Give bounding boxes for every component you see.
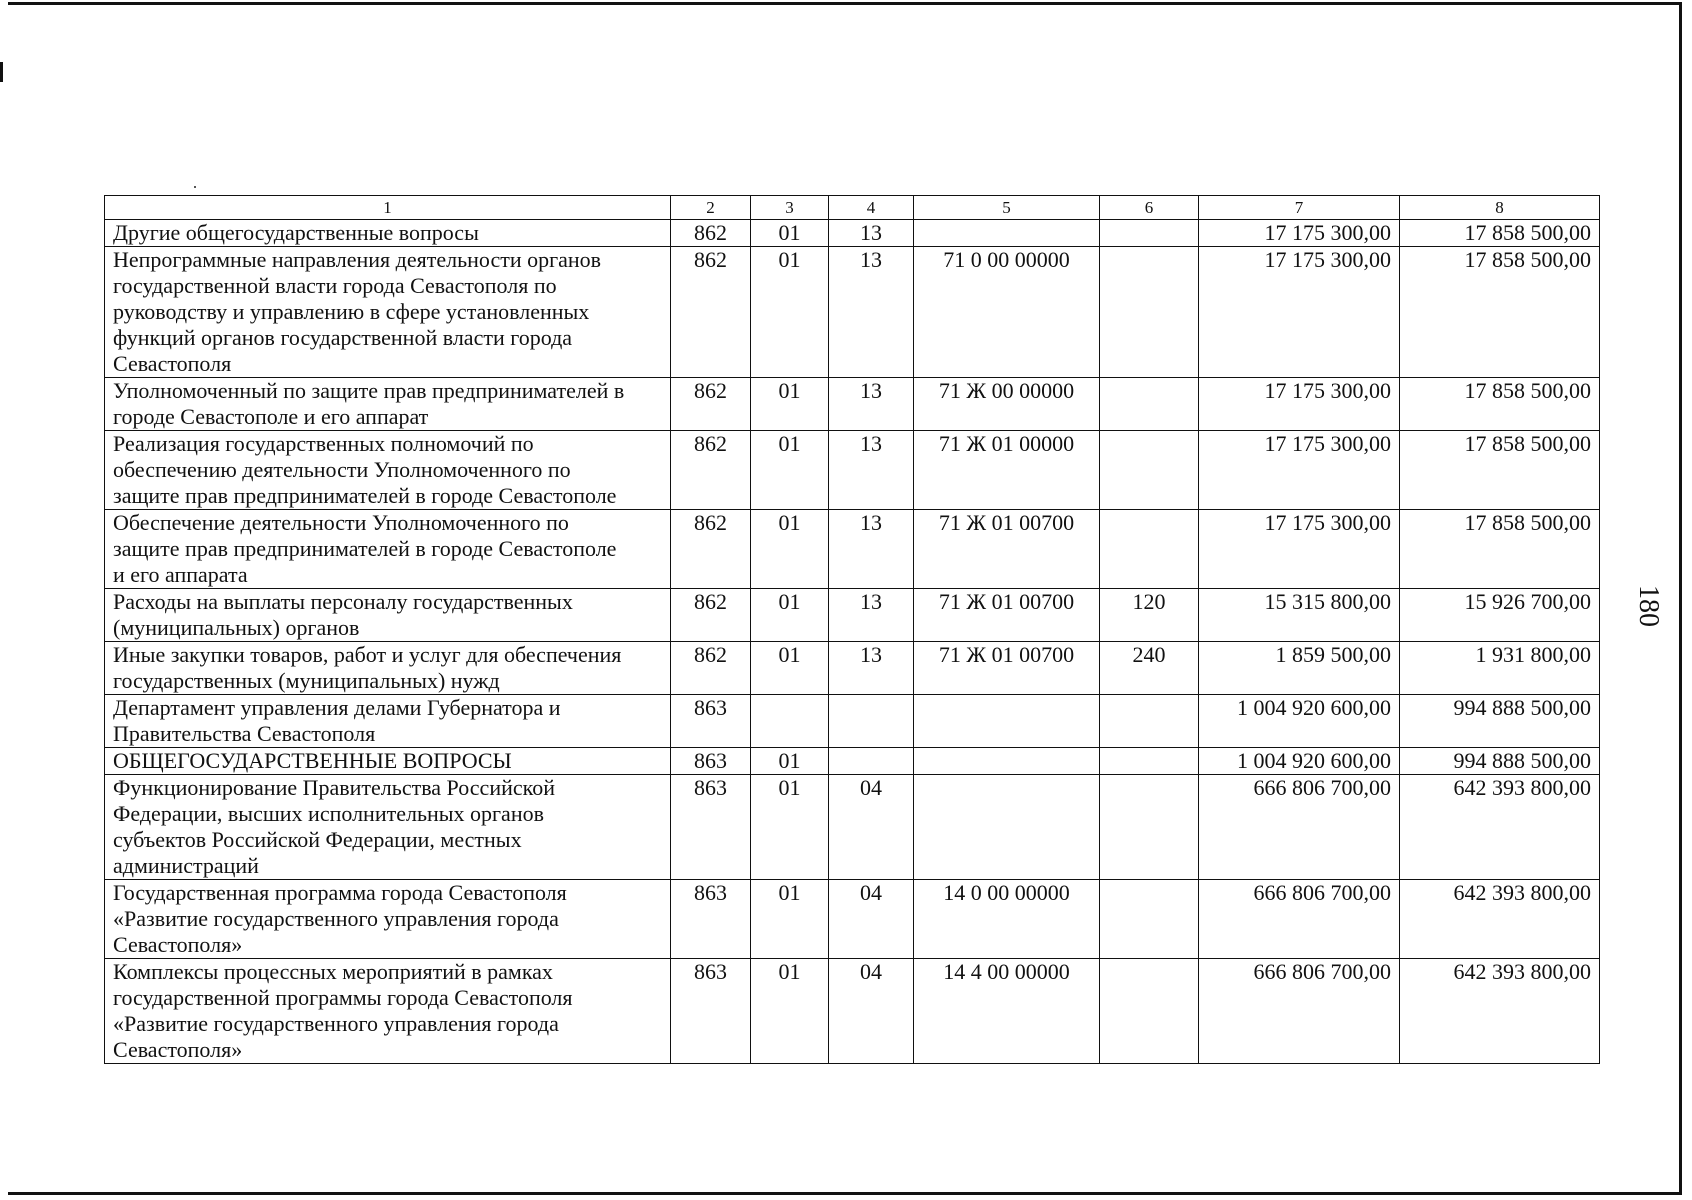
row-amount-col8: 1 931 800,00 [1400,642,1600,695]
row-expense-type [1100,959,1199,1064]
table-row [105,431,1600,510]
row-name: Иные закупки товаров, работ и услуг для обеспечения государственных (муниципальных) нужд [105,642,671,695]
row-section: 01 [751,589,829,642]
header-col-5: 5 [914,196,1100,220]
row-expense-type: 120 [1100,589,1199,642]
row-target-item: 71 Ж 01 00000 [914,431,1100,510]
table-row [105,247,1600,378]
row-name: Реализация государственных полномочий по обеспечению деятельности Уполномоченного по защите прав предпринимателей в городе Севастополе [105,431,671,510]
row-name: Функционирование Правительства Российской Федерации, высших исполнительных органов субъектов Российской Федерации, местных администраций [105,775,671,880]
row-target-item: 71 Ж 00 00000 [914,378,1100,431]
header-col-3: 3 [751,196,829,220]
row-admin-code: 863 [671,748,751,775]
header-col-2: 2 [671,196,751,220]
budget-table [104,195,1600,1064]
row-amount-col7: 1 859 500,00 [1199,642,1400,695]
row-subsection: 13 [829,378,914,431]
row-admin-code: 863 [671,880,751,959]
row-amount-col7: 17 175 300,00 [1199,247,1400,378]
row-expense-type: 240 [1100,642,1199,695]
row-expense-type [1100,378,1199,431]
row-subsection: 04 [829,775,914,880]
row-target-item: 71 Ж 01 00700 [914,589,1100,642]
row-target-item [914,695,1100,748]
row-expense-type [1100,748,1199,775]
row-amount-col8: 17 858 500,00 [1400,510,1600,589]
row-amount-col7: 666 806 700,00 [1199,880,1400,959]
table-row [105,510,1600,589]
table-header-row [105,196,1600,220]
row-amount-col7: 17 175 300,00 [1199,510,1400,589]
row-name: Непрограммные направления деятельности органов государственной власти города Севастополя по руководству и управлению в сфере установленных функций органов государственной власти города Севастополя [105,247,671,378]
row-subsection: 13 [829,220,914,247]
row-amount-col8: 642 393 800,00 [1400,880,1600,959]
row-amount-col7: 1 004 920 600,00 [1199,748,1400,775]
table-row [105,642,1600,695]
row-name: ОБЩЕГОСУДАРСТВЕННЫЕ ВОПРОСЫ [105,748,671,775]
row-admin-code: 862 [671,510,751,589]
row-section: 01 [751,510,829,589]
row-section [751,695,829,748]
row-target-item [914,748,1100,775]
row-target-item [914,775,1100,880]
table-row [105,220,1600,247]
header-col-1: 1 [105,196,671,220]
row-expense-type [1100,695,1199,748]
header-col-7: 7 [1199,196,1400,220]
row-target-item: 14 0 00 00000 [914,880,1100,959]
table-row [105,695,1600,748]
row-admin-code: 862 [671,378,751,431]
table-row [105,748,1600,775]
row-subsection: 04 [829,880,914,959]
table-row [105,378,1600,431]
row-expense-type [1100,775,1199,880]
row-admin-code: 862 [671,431,751,510]
row-admin-code: 862 [671,642,751,695]
table-row [105,775,1600,880]
row-expense-type [1100,431,1199,510]
scan-edge-mark [0,62,3,82]
row-admin-code: 863 [671,959,751,1064]
row-amount-col7: 666 806 700,00 [1199,775,1400,880]
row-amount-col7: 17 175 300,00 [1199,378,1400,431]
row-target-item: 71 Ж 01 00700 [914,642,1100,695]
row-amount-col7: 666 806 700,00 [1199,959,1400,1064]
row-amount-col8: 17 858 500,00 [1400,378,1600,431]
header-col-8: 8 [1400,196,1600,220]
row-target-item: 71 Ж 01 00700 [914,510,1100,589]
row-admin-code: 863 [671,775,751,880]
row-subsection: 04 [829,959,914,1064]
header-col-4: 4 [829,196,914,220]
scan-speck [194,186,196,188]
row-subsection [829,695,914,748]
row-section: 01 [751,748,829,775]
row-amount-col8: 994 888 500,00 [1400,695,1600,748]
row-admin-code: 862 [671,589,751,642]
row-amount-col8: 642 393 800,00 [1400,775,1600,880]
row-expense-type [1100,510,1199,589]
row-section: 01 [751,642,829,695]
row-target-item: 14 4 00 00000 [914,959,1100,1064]
row-amount-col8: 15 926 700,00 [1400,589,1600,642]
row-amount-col7: 17 175 300,00 [1199,431,1400,510]
row-section: 01 [751,959,829,1064]
row-name: Комплексы процессных мероприятий в рамках государственной программы города Севастополя «Развитие государственного управления города Севастополя» [105,959,671,1064]
row-section: 01 [751,247,829,378]
table-row [105,589,1600,642]
row-expense-type [1100,220,1199,247]
row-expense-type [1100,880,1199,959]
row-name: Уполномоченный по защите прав предпринимателей в городе Севастополе и его аппарат [105,378,671,431]
row-amount-col8: 17 858 500,00 [1400,247,1600,378]
row-admin-code: 863 [671,695,751,748]
row-subsection [829,748,914,775]
row-amount-col7: 1 004 920 600,00 [1199,695,1400,748]
row-name: Обеспечение деятельности Уполномоченного по защите прав предпринимателей в городе Севастополе и его аппарата [105,510,671,589]
page-number: 180 [1633,585,1664,627]
row-amount-col7: 15 315 800,00 [1199,589,1400,642]
row-admin-code: 862 [671,247,751,378]
row-target-item: 71 0 00 00000 [914,247,1100,378]
row-subsection: 13 [829,589,914,642]
row-subsection: 13 [829,510,914,589]
row-name: Департамент управления делами Губернатора и Правительства Севастополя [105,695,671,748]
row-expense-type [1100,247,1199,378]
row-section: 01 [751,220,829,247]
row-subsection: 13 [829,431,914,510]
row-target-item [914,220,1100,247]
row-amount-col8: 994 888 500,00 [1400,748,1600,775]
row-subsection: 13 [829,247,914,378]
row-amount-col8: 17 858 500,00 [1400,220,1600,247]
row-amount-col7: 17 175 300,00 [1199,220,1400,247]
row-amount-col8: 642 393 800,00 [1400,959,1600,1064]
row-section: 01 [751,880,829,959]
row-amount-col8: 17 858 500,00 [1400,431,1600,510]
row-section: 01 [751,775,829,880]
row-name: Расходы на выплаты персоналу государственных (муниципальных) органов [105,589,671,642]
table-row [105,959,1600,1064]
row-section: 01 [751,378,829,431]
row-name: Другие общегосударственные вопросы [105,220,671,247]
row-name: Государственная программа города Севастополя «Развитие государственного управления города Севастополя» [105,880,671,959]
table-row [105,880,1600,959]
header-col-6: 6 [1100,196,1199,220]
row-section: 01 [751,431,829,510]
row-subsection: 13 [829,642,914,695]
row-admin-code: 862 [671,220,751,247]
